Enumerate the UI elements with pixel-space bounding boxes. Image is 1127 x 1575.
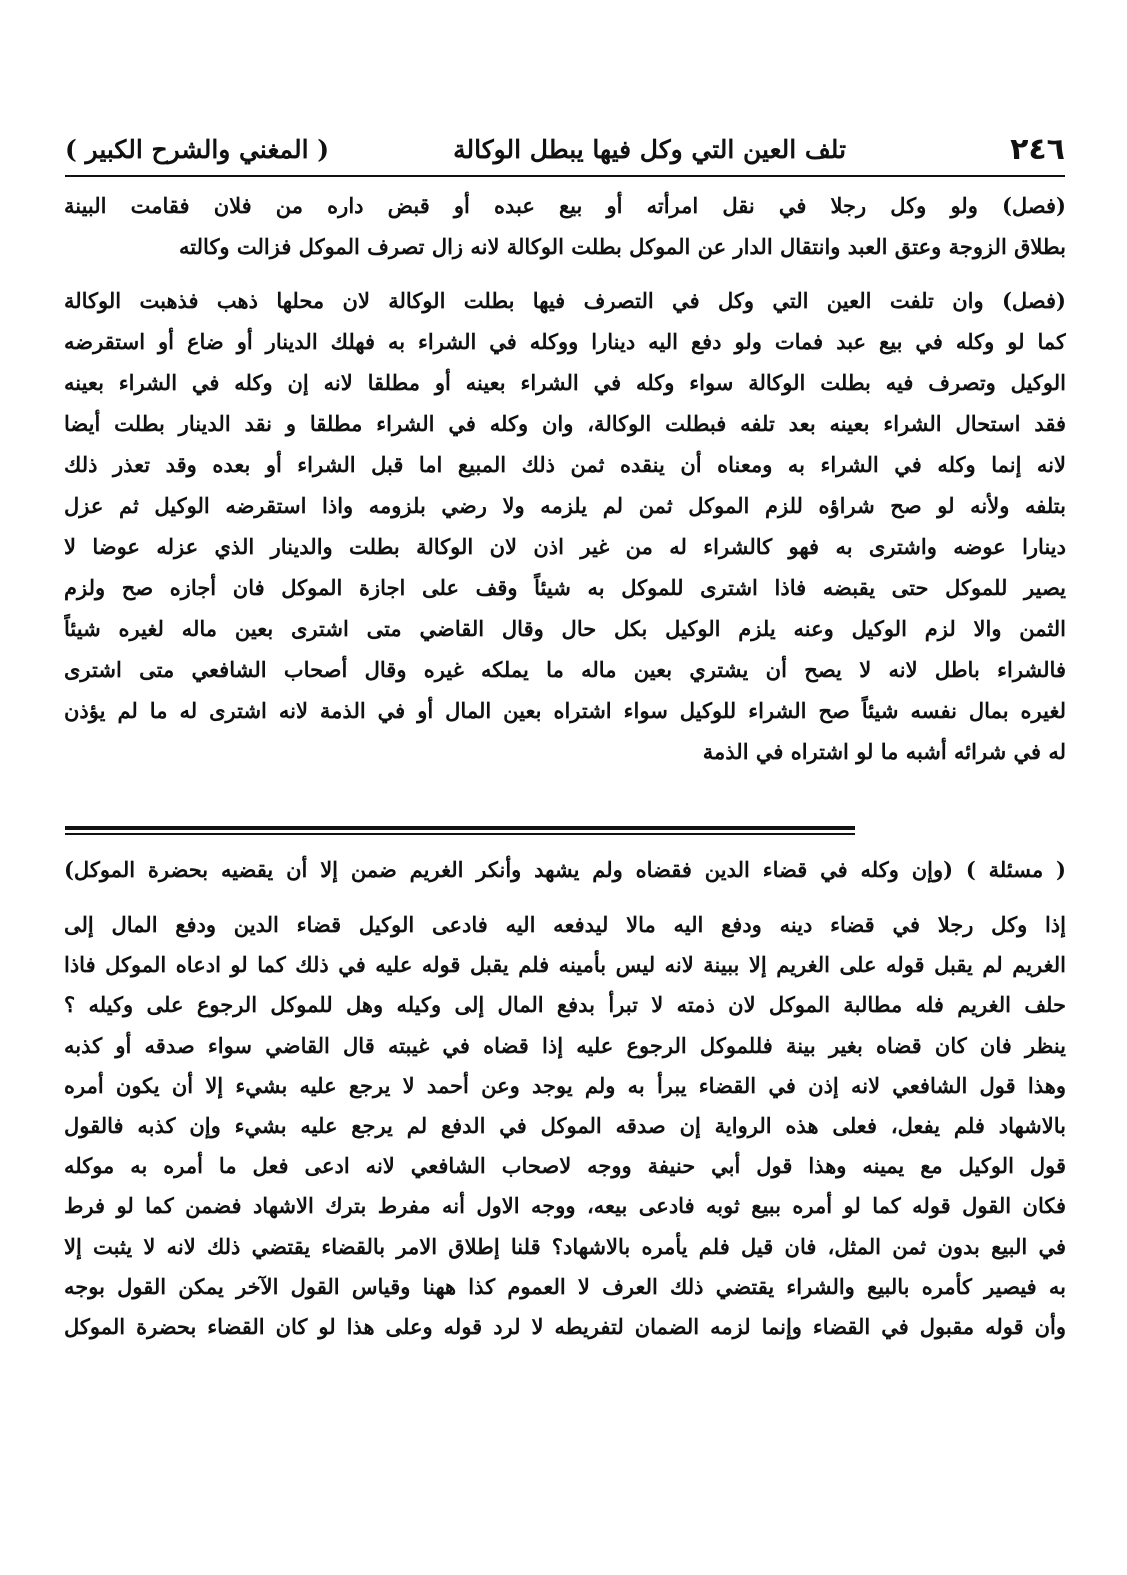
text-line: فالشراء باطل لانه لا يصح أن يشتري بعين ماله ما يملكه غيره وقال أصحاب الشافعي متى اشترى — [64, 657, 1066, 682]
separator-rule-thick — [65, 826, 855, 830]
text-line: بطلاق الزوجة وعتق العبد وانتقال الدار عن الموكل بطلت الوكالة لانه زال تصرف الموكل فزالت وكالته — [179, 234, 1066, 259]
text-line: دينارا عوضه واشترى به فهو كالشراء له من غير اذن لان الوكالة بطلت والدينار الذي عزله عوضا لا — [64, 534, 1066, 559]
text-line: في البيع بدون ثمن المثل، فان قيل فلم يأمره بالاشهاد؟ قلنا إطلاق الامر بالقضاء يقتضي ذلك لانه لا يثبت إلا — [64, 1233, 1066, 1259]
text-line: (فصل) ولو وكل رجلا في نقل امرأته أو بيع عبده أو قبض داره من فلان فقامت البينة — [64, 193, 1066, 218]
text-line: الثمن والا لزم الوكيل وعنه يلزم الوكيل بكل حال وقال القاضي متى اشترى بعين ماله لغيره شيئاً — [64, 616, 1066, 641]
text-line: الوكيل وتصرف فيه بطلت الوكالة سواء وكله في الشراء بعينه أو مطلقا لانه إن وكله في الشراء بعينه — [64, 370, 1066, 395]
section-title: تلف العين التي وكل فيها يبطل الوكالة — [453, 134, 847, 164]
separator-rule-thin — [65, 833, 855, 835]
text-line: لغيره بمال نفسه شيئاً صح الشراء للوكيل سواء اشتراه بعين المال أو في الذمة لانه اشترى له ما لم يؤذن — [64, 698, 1066, 723]
text-line: لانه إنما وكله في الشراء به ومعناه أن ينقده ثمن ذلك المبيع اما قبل الشراء أو بعده وقد تعذر ذلك — [64, 452, 1066, 477]
text-line: (فصل) وان تلفت العين التي وكل في التصرف فيها بطلت الوكالة لان محلها ذهب فذهبت الوكالة — [64, 288, 1066, 313]
text-line: حلف الغريم فله مطالبة الموكل لان ذمته لا تبرأ بدفع المال إلى وكيله وهل للموكل الرجوع على وكيله ؟ — [64, 992, 1066, 1018]
text-line: فقد استحال الشراء بعينه بعد تلفه فبطلت الوكالة، وان وكله في الشراء مطلقا و نقد الدينار بطلت أيضا — [64, 411, 1066, 436]
text-line: الغريم لم يقبل قوله على الغريم إلا ببينة لانه ليس بأمينه فلم يقبل قوله عليه في ذلك كما لو ادعاه الموكل فاذا — [64, 952, 1066, 978]
paragraph-fasl-wife — [64, 185, 1066, 267]
masala-heading-text: ( مسئلة ) (وإن وكله في قضاء الدين فقضاه ولم يشهد وأنكر الغريم ضمن إلا أن يقضيه بحضرة الموكل) — [64, 857, 1066, 882]
paragraph-fasl-destroyed-item — [64, 280, 1066, 772]
header-rule — [65, 175, 1065, 177]
text-line: وهذا قول الشافعي لانه إذن في القضاء يبرأ به ولم يوجد وعن أحمد لا يرجع عليه بشيء إلا أن يكون أمره — [64, 1072, 1066, 1098]
text-line: فكان القول قوله كما لو أمره ببيع ثوبه فادعى بيعه، ووجه الاول أنه مفرط بترك الاشهاد فضمن كما لو فرط — [64, 1193, 1066, 1219]
text-line: قول الوكيل مع يمينه وهذا قول أبي حنيفة ووجه لاصحاب الشافعي لانه ادعى فعل ما أمره به موكله — [64, 1153, 1066, 1179]
text-line: يصير للموكل حتى يقبضه فاذا اشترى للموكل به شيئاً وقف على اجازة الموكل فان أجازه صح ولزم — [64, 575, 1066, 600]
paragraph-commentary — [64, 905, 1066, 1347]
running-header — [65, 124, 1065, 174]
text-line: بالاشهاد فلم يفعل، فعلى هذه الرواية إن صدقه الموكل في الدفع لم يرجع عليه بشيء وإن كذبه فالقول — [64, 1112, 1066, 1138]
text-line: وأن قوله مقبول في القضاء وإنما لزمه الضمان لتفريطه لا لرد قوله وعلى هذا لو كان القضاء بحضرة الموكل — [64, 1313, 1066, 1339]
text-line: إذا وكل رجلا في قضاء دينه ودفع اليه مالا ليدفعه اليه فادعى الوكيل قضاء الدين ودفع المال إلى — [64, 912, 1066, 937]
text-line: له في شرائه أشبه ما لو اشتراه في الذمة — [702, 739, 1066, 764]
text-line: به فيصير كأمره بالبيع والشراء يقتضي ذلك العرف لا العموم كذا ههنا وقياس القول الآخر يمكن القول بوجه — [64, 1273, 1066, 1299]
book-title: ( المغني والشرح الكبير ) — [65, 134, 330, 164]
masala-heading — [64, 849, 1066, 891]
page-number: ٢٤٦ — [1010, 131, 1065, 167]
text-line: ينظر فان كان قضاه بغير بينة فللموكل الرجوع عليه إذا قضاه في غيبته قال القاضي سواء صدقه أو كذبه — [64, 1032, 1066, 1058]
text-line: بتلفه ولأنه لو صح شراؤه للزم الموكل ثمن لم يلزمه ولا رضي بلزومه واذا استقرضه الوكيل ثم عزل — [64, 493, 1066, 518]
text-line: كما لو وكله في بيع عبد فمات ولو دفع اليه دينارا ووكله في الشراء به فهلك الدينار أو ضاع أو استقرضه — [64, 329, 1066, 354]
